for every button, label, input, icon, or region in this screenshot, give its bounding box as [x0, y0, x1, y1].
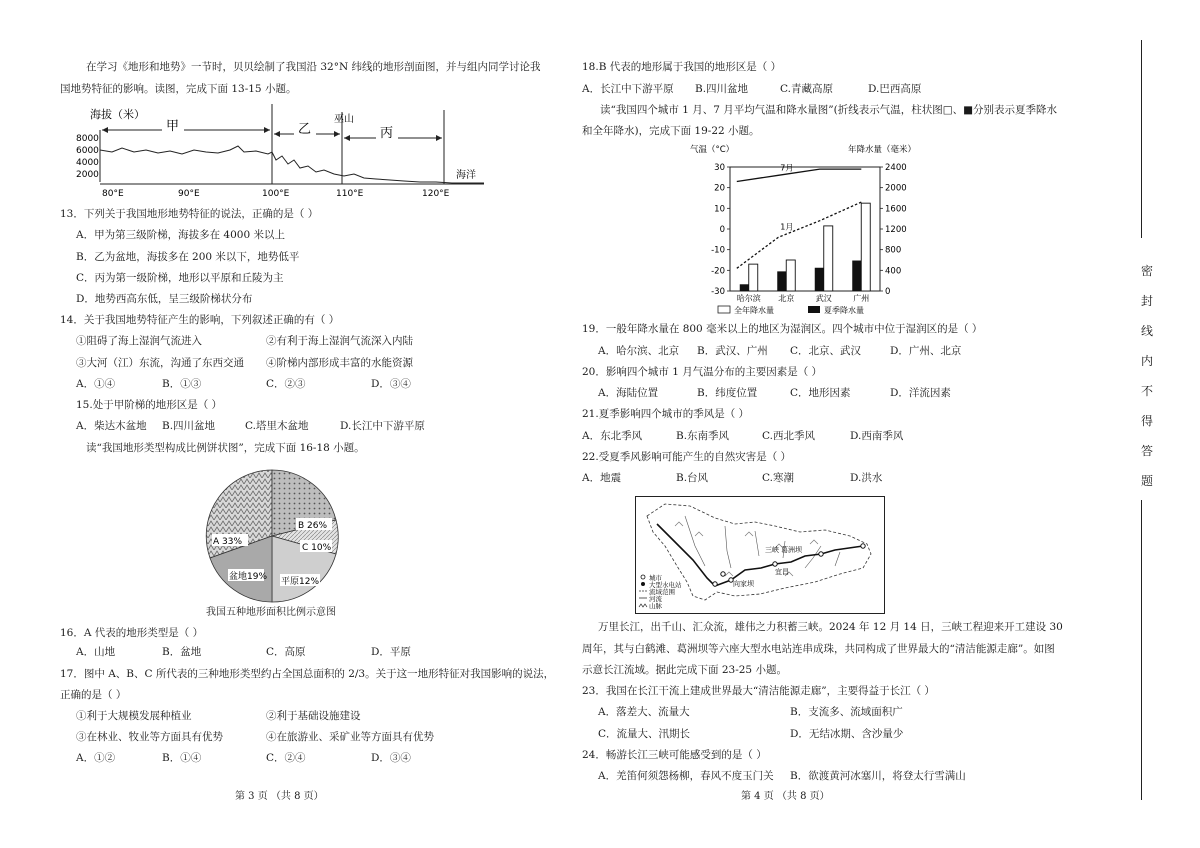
q13-stem: 13．下列关于我国地形地势特征的说法，正确的是（ ） [60, 208, 319, 220]
intro-19-22-line1: 读“我国四个城市 1 月、7 月平均气温和降水量图”(折线表示气温，柱状图□、■分别表示夏季降水 [600, 104, 1058, 116]
q17-stem-cont: 正确的是（ ） [60, 689, 127, 701]
profile-ylabel: 海拔（米） [90, 108, 145, 121]
pie-label-basin: 盆地19% [229, 572, 268, 582]
q15-option-d[interactable]: D.长江中下游平原 [340, 420, 425, 432]
bar-summer-precip [815, 268, 824, 291]
q17-option-c[interactable]: C．②④ [266, 752, 306, 764]
profile-ytick-2000: 2000 [76, 170, 99, 180]
q19-option-a[interactable]: A．哈尔滨、北京 [598, 345, 680, 357]
bar-summer-precip [777, 271, 786, 291]
category-label: 哈尔滨 [736, 294, 761, 303]
q20-option-b[interactable]: B．纬度位置 [697, 387, 758, 399]
right-tick-label: 1200 [885, 225, 907, 235]
intro-16-18: 读“我国地形类型构成比例饼状图”，完成下面 16-18 小题。 [86, 442, 365, 454]
terrain-pie-chart [202, 466, 342, 606]
intro-19-22-line2: 和全年降水)，完成下面 19-22 小题。 [582, 125, 760, 137]
q23-option-c[interactable]: C．流量大、汛期长 [598, 728, 691, 740]
legend-total: 全年降水量 [734, 306, 774, 315]
profile-xtick-100: 100°E [262, 189, 290, 198]
page-footer-left: 第 3 页 （共 8 页） [235, 791, 324, 802]
q15-option-c[interactable]: C.塔里木盆地 [245, 420, 309, 432]
q20-stem: 20．影响四个城市 1 月气温分布的主要因素是（ ） [582, 366, 823, 378]
q17-statement-3: ③在林业、牧业等方面具有优势 [76, 731, 223, 743]
map-legend-city: 城市 [649, 574, 662, 582]
bar-summer-precip [740, 284, 749, 291]
q16-option-d[interactable]: D．平原 [371, 646, 411, 658]
intro-13-15-line1: 在学习《地形和地势》一节时，贝贝绘制了我国沿 32°N 纬线的地形剖面图，并与组内同学讨论我 [86, 61, 541, 73]
page-footer-right: 第 4 页 （共 8 页） [741, 791, 830, 802]
left-tick-label: -30 [711, 287, 725, 297]
bar-annual-precip [749, 264, 758, 291]
intro-23-25-line1: 万里长江，出千山、汇众流，雄伟之力积蓄三峡。2024 年 12 月 14 日，三峡工程迎来开工建设 30 [598, 621, 1063, 633]
seal-char-1: 密 [1141, 264, 1154, 278]
q13-option-a[interactable]: A．甲为第三级阶梯，海拔多在 4000 米以上 [76, 229, 285, 241]
profile-xtick-110: 110°E [336, 189, 364, 198]
q14-statement-2: ②有利于海上湿润气流深入内陆 [266, 335, 413, 347]
intro-23-25-line3: 示意长江流域。据此完成下面 23-25 小题。 [582, 664, 787, 676]
right-tick-label: 0 [885, 287, 891, 297]
q19-option-d[interactable]: D．广州、北京 [890, 345, 962, 357]
q21-stem: 21.夏季影响四个城市的季风是（ ） [582, 408, 750, 420]
right-tick-label: 800 [885, 245, 902, 256]
right-tick-label: 1600 [885, 204, 907, 215]
legend-summer: 夏季降水量 [824, 306, 864, 315]
q23-option-b[interactable]: B．支流多、流域面积广 [790, 706, 903, 718]
q15-stem: 15.处于甲阶梯的地形区是（ ） [76, 399, 223, 411]
seal-line-bottom [1141, 500, 1142, 800]
left-tick-label: 0 [719, 225, 725, 235]
category-label: 北京 [778, 294, 795, 303]
q17-statement-2: ②利于基础设施建设 [266, 710, 361, 722]
left-tick-label: 20 [714, 183, 725, 194]
pie-label-a: A 33% [213, 537, 243, 547]
q13-option-b[interactable]: B．乙为盆地，海拔多在 200 米以下，地势低平 [76, 251, 300, 263]
terrain-line [100, 146, 484, 183]
chart-ylabel-right: 年降水量（毫米） [848, 145, 917, 155]
intro-23-25-line2: 周年，其与白鹤滩、葛洲坝等六座大型水电站连串成珠，共同构成了世界最大的“清洁能源走廊”。如图 [582, 643, 1055, 655]
q15-option-b[interactable]: B.四川盆地 [162, 420, 216, 432]
map-legend-mountain: 山脉 [649, 602, 662, 610]
seal-char-6: 得 [1141, 414, 1154, 428]
q14-statement-3: ③大河（江）东流，沟通了东西交通 [76, 357, 244, 369]
map-legend-basin: 流域范围 [649, 588, 675, 596]
q21-option-a[interactable]: A．东北季风 [582, 430, 643, 442]
zone-jia: 甲 [166, 119, 180, 134]
q23-option-a[interactable]: A．落差大、流量大 [598, 706, 690, 718]
pie-caption: 我国五种地形面积比例示意图 [206, 607, 336, 618]
seal-line-top [1141, 40, 1142, 238]
profile-xtick-80: 80°E [102, 189, 124, 198]
map-label-sanxia: 三峡 [765, 546, 779, 554]
seal-char-4: 内 [1141, 354, 1154, 368]
intro-13-15-line2: 国地势特征的影响。读图，完成下面 13-15 小题。 [60, 83, 297, 95]
profile-ytick-6000: 6000 [76, 146, 99, 156]
zone-bing: 丙 [380, 126, 394, 141]
label-wushan: 巫山 [334, 114, 354, 125]
left-tick-label: 10 [714, 204, 725, 215]
profile-xtick-120: 120°E [422, 189, 450, 198]
left-tick-label: -20 [711, 266, 725, 277]
pie-label-c: C 10% [302, 543, 332, 553]
profile-xtick-90: 90°E [178, 189, 200, 198]
q14-statement-1: ①阻碍了海上湿润气流进入 [76, 335, 202, 347]
q17-stem: 17．图中 A、B、C 所代表的三种地形类型约占全国总面积的 2/3。关于这一地形特征对我国影响的说法， [60, 668, 555, 680]
category-label: 广州 [853, 294, 870, 303]
q22-option-c[interactable]: C.寒潮 [762, 472, 794, 484]
pie-label-b: B 26% [298, 521, 328, 531]
q24-stem: 24．畅游长江三峡可能感受到的是（ ） [582, 749, 767, 761]
right-tick-label: 400 [885, 266, 902, 277]
q22-option-b[interactable]: B.台风 [676, 472, 709, 484]
q24-option-b[interactable]: B．欲渡黄河冰塞川，将登太行雪满山 [790, 770, 966, 782]
map-label-yichang: 宜昌 [775, 568, 789, 576]
q16-option-b[interactable]: B．盆地 [162, 646, 202, 658]
q22-option-a[interactable]: A．地震 [582, 472, 622, 484]
map-label-xiangjiaba: 向家坝 [733, 580, 754, 588]
climate-chart [690, 143, 920, 321]
q21-option-b[interactable]: B.东南季风 [676, 430, 730, 442]
q23-stem: 23．我国在长江干流上建成世界最大“清洁能源走廊”，主要得益于长江（ ） [582, 685, 935, 697]
q18-option-b[interactable]: B.四川盆地 [695, 83, 749, 95]
q20-option-d[interactable]: D．洋流因素 [890, 387, 951, 399]
terrain-profile-figure [72, 102, 492, 198]
q14-option-d[interactable]: D．③④ [371, 378, 411, 390]
bar-annual-precip [786, 260, 795, 291]
q14-statement-4: ④阶梯内部形成丰富的水能资源 [266, 357, 413, 369]
q17-statement-4: ④在旅游业、采矿业等方面具有优势 [266, 731, 434, 743]
q19-stem: 19．一般年降水量在 800 毫米以上的地区为湿润区。四个城市中位于湿润区的是（ ） [582, 323, 983, 335]
chart-ylabel-left: 气温（°C） [690, 145, 735, 155]
map-legend-river: 河流 [649, 595, 662, 603]
q16-option-c[interactable]: C．高原 [266, 646, 306, 658]
seal-char-2: 封 [1141, 294, 1154, 308]
q18-option-c[interactable]: C.青藏高原 [780, 83, 833, 95]
q19-option-c[interactable]: C．北京、武汉 [790, 345, 862, 357]
right-tick-label: 2400 [885, 163, 907, 173]
q14-stem: 14．关于我国地势特征产生的影响，下列叙述正确的有（ ） [60, 314, 340, 326]
q16-option-a[interactable]: A．山地 [76, 646, 116, 658]
map-legend-hydropower: 大型水电站 [649, 581, 682, 589]
q13-option-d[interactable]: D．地势西高东低，呈三级阶梯状分布 [76, 293, 253, 305]
seal-char-3: 线 [1141, 324, 1154, 338]
q18-option-d[interactable]: D.巴西高原 [868, 83, 922, 95]
q20-option-c[interactable]: C．地形因素 [790, 387, 851, 399]
q22-stem: 22.受夏季风影响可能产生的自然灾害是（ ） [582, 451, 792, 463]
line-label-jan: 1月 [780, 222, 794, 232]
right-tick-label: 2000 [885, 183, 907, 194]
q21-option-d[interactable]: D.西南季风 [850, 430, 904, 442]
pie-label-plain: 平原12% [281, 577, 320, 587]
bar-annual-precip [824, 226, 833, 291]
seal-char-5: 不 [1141, 384, 1154, 398]
q17-option-d[interactable]: D．③④ [371, 752, 411, 764]
profile-ytick-8000: 8000 [76, 134, 99, 144]
q17-option-a[interactable]: A．①② [76, 752, 116, 764]
seal-char-8: 题 [1141, 474, 1154, 488]
bar-summer-precip [852, 261, 861, 291]
category-label: 武汉 [815, 294, 832, 303]
zone-yi: 乙 [298, 122, 312, 137]
line-july-temp [737, 169, 862, 181]
left-tick-label: -10 [711, 245, 725, 256]
profile-ytick-4000: 4000 [76, 158, 99, 168]
q24-option-a[interactable]: A．羌笛何须怨杨柳，春风不度玉门关 [598, 770, 774, 782]
q19-option-b[interactable]: B．武汉、广州 [697, 345, 768, 357]
q21-option-c[interactable]: C.西北季风 [762, 430, 815, 442]
q18-option-a[interactable]: A．长江中下游平原 [582, 83, 674, 95]
q13-option-c[interactable]: C．丙为第一级阶梯，地形以平原和丘陵为主 [76, 272, 284, 284]
label-ocean: 海洋 [456, 170, 476, 181]
q16-stem: 16．A 代表的地形类型是（ ） [60, 627, 204, 639]
q17-statement-1: ①利于大规模发展种植业 [76, 710, 192, 722]
q18-stem: 18.B 代表的地形属于我国的地形区是（ ） [582, 61, 782, 73]
bar-annual-precip [861, 203, 870, 291]
q20-option-a[interactable]: A．海陆位置 [598, 387, 659, 399]
q14-option-c[interactable]: C．②③ [266, 378, 306, 390]
q22-option-d[interactable]: D.洪水 [850, 472, 883, 484]
line-jan-temp [737, 202, 862, 268]
q14-option-b[interactable]: B．①③ [162, 378, 202, 390]
yangtze-basin-map [635, 496, 885, 614]
left-tick-label: 30 [714, 163, 725, 173]
line-label-july: 7月 [780, 163, 794, 173]
q15-option-a[interactable]: A．柴达木盆地 [76, 420, 147, 432]
seal-char-7: 答 [1141, 444, 1154, 458]
map-label-gezhouba: 葛洲坝 [781, 546, 802, 554]
q17-option-b[interactable]: B．①④ [162, 752, 202, 764]
q23-option-d[interactable]: D．无结冰期、含沙量少 [790, 728, 904, 740]
q14-option-a[interactable]: A．①④ [76, 378, 116, 390]
